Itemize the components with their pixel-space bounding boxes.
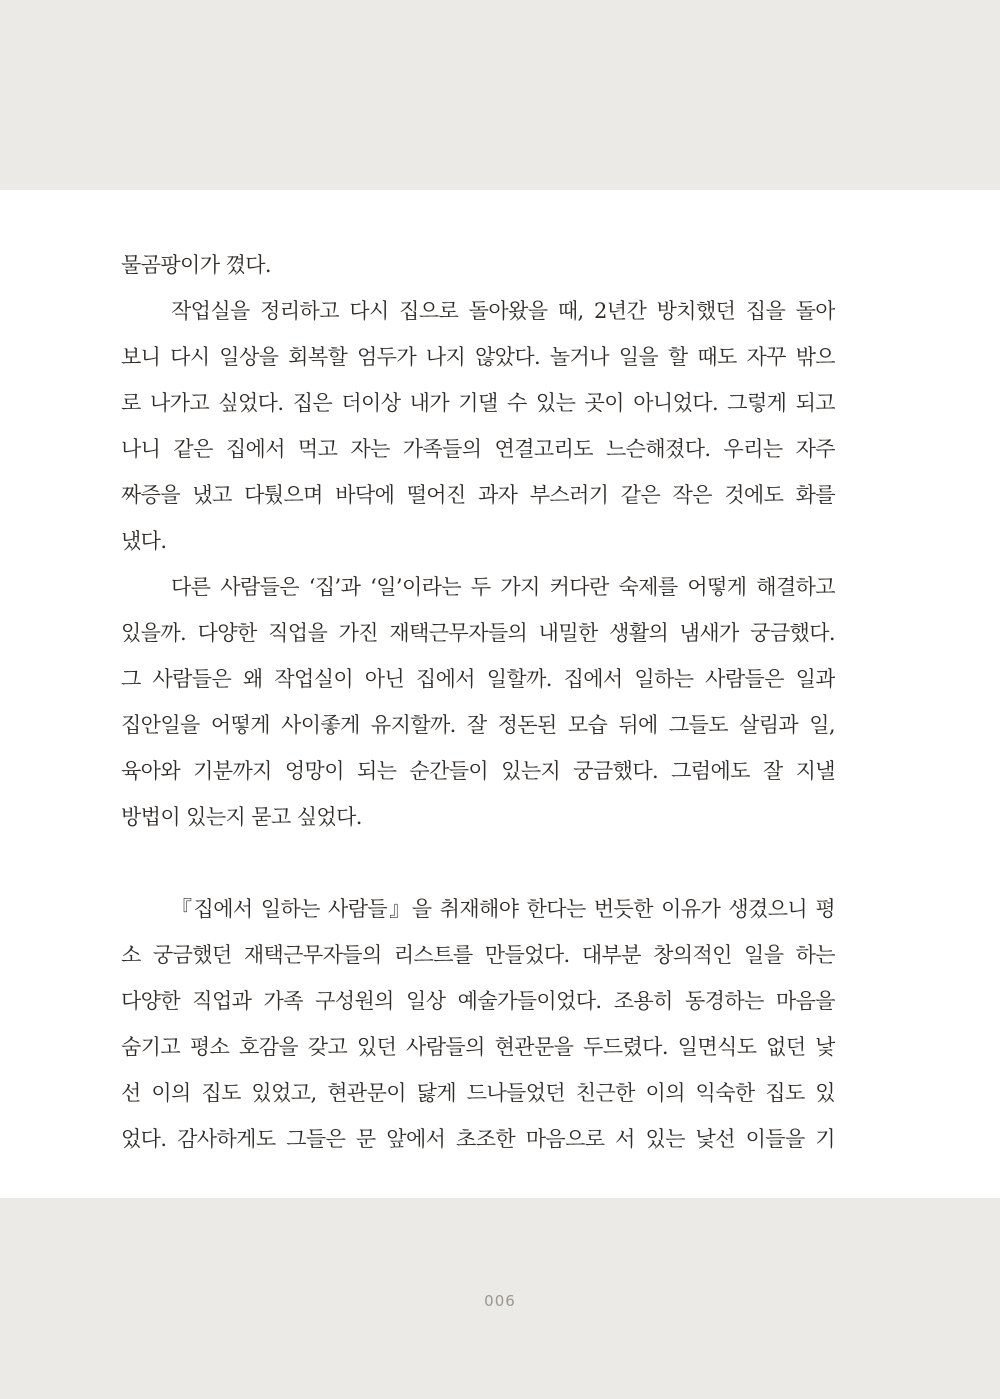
top-margin-band: [0, 0, 1000, 190]
text-line: 선 이의 집도 있었고, 현관문이 닳게 드나들었던 친근한 이의 익숙한 집도 있: [121, 1081, 835, 1105]
page-number: 006: [484, 1292, 516, 1310]
text-line: 있을까. 다양한 직업을 가진 재택근무자들의 내밀한 생활의 냄새가 궁금했다.: [121, 621, 835, 645]
paragraph-gap: [121, 840, 835, 886]
page-sheet: [0, 190, 1000, 1198]
text-line: 다른 사람들은 ‘집’과 ‘일’이라는 두 가지 커다란 숙제를 어떻게 해결하고: [171, 575, 835, 599]
text-line: 다양한 직업과 가족 구성원의 일상 예술가들이었다. 조용히 동경하는 마음을: [121, 989, 835, 1013]
text-line: 그 사람들은 왜 작업실이 아닌 집에서 일할까. 집에서 일하는 사람들은 일과: [121, 667, 835, 691]
text-line: 로 나가고 싶었다. 집은 더이상 내가 기댈 수 있는 곳이 아니었다. 그렇게 되고: [121, 391, 835, 415]
body-text: [121, 242, 835, 1162]
text-line: 짜증을 냈고 다퉜으며 바닥에 떨어진 과자 부스러기 같은 작은 것에도 화를: [121, 483, 835, 507]
text-line: 육아와 기분까지 엉망이 되는 순간들이 있는지 궁금했다. 그럼에도 잘 지낼: [121, 759, 835, 783]
text-line: 작업실을 정리하고 다시 집으로 돌아왔을 때, 2년간 방치했던 집을 돌아: [171, 299, 835, 323]
text-line: 보니 다시 일상을 회복할 엄두가 나지 않았다. 놀거나 일을 할 때도 자꾸 밖으: [121, 345, 835, 369]
text-line: 었다. 감사하게도 그들은 문 앞에서 초조한 마음으로 서 있는 낯선 이들을 기: [121, 1127, 835, 1151]
text-line: 물곰팡이가 꼈다.: [121, 253, 271, 277]
text-line: 나니 같은 집에서 먹고 자는 가족들의 연결고리도 느슨해졌다. 우리는 자주: [121, 437, 835, 461]
text-line: 냈다.: [121, 529, 167, 553]
text-line: 『집에서 일하는 사람들』을 취재해야 한다는 번듯한 이유가 생겼으니 평: [171, 897, 835, 921]
text-line: 방법이 있는지 묻고 싶었다.: [121, 805, 362, 829]
text-line: 집안일을 어떻게 사이좋게 유지할까. 잘 정돈된 모습 뒤에 그들도 살림과 일,: [121, 713, 835, 737]
text-line: 소 궁금했던 재택근무자들의 리스트를 만들었다. 대부분 창의적인 일을 하는: [121, 943, 835, 967]
text-line: 숨기고 평소 호감을 갖고 있던 사람들의 현관문을 두드렸다. 일면식도 없던 낯: [121, 1035, 835, 1059]
